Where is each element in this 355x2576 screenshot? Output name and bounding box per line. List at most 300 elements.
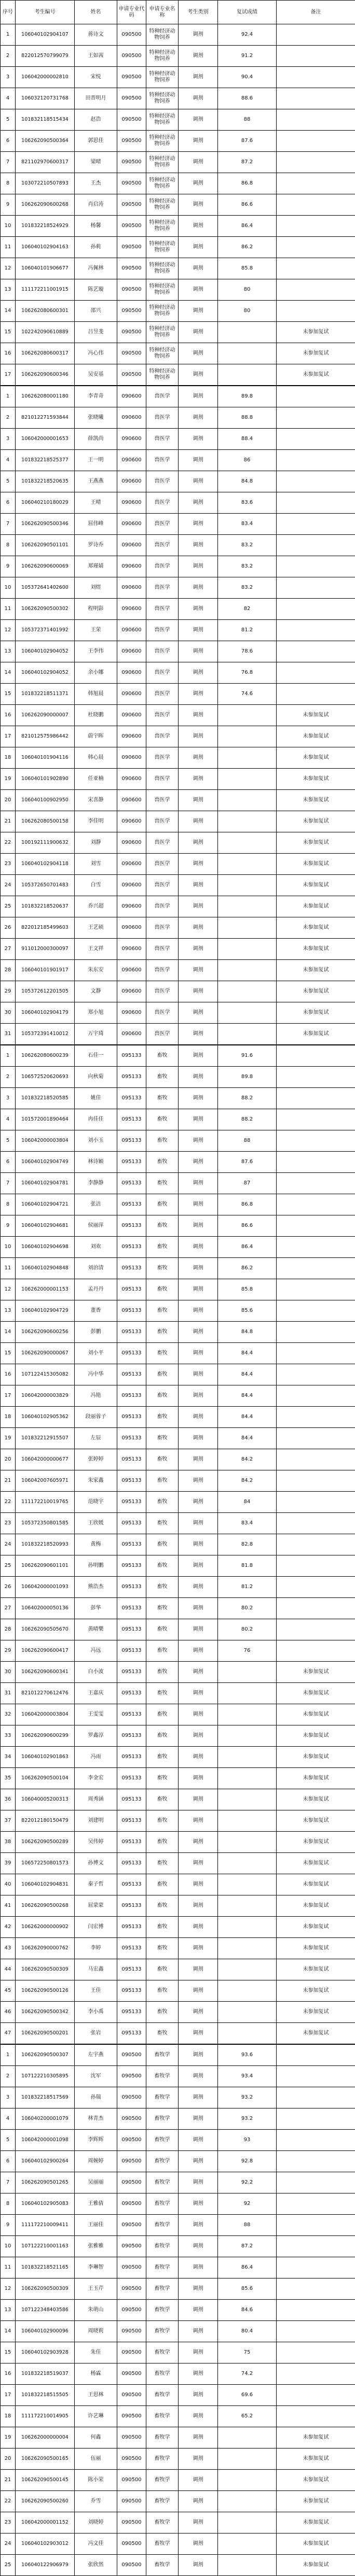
table-row — [1, 747, 355, 769]
index-cell: 26 — [1, 917, 16, 939]
remark-cell — [277, 216, 355, 237]
remark-cell — [277, 2130, 355, 2151]
category-cell: 调剂 — [179, 2342, 218, 2363]
exam-id-cell: 106262080001180 — [16, 386, 75, 407]
category-cell: 调剂 — [179, 2427, 218, 2448]
remark-cell — [277, 514, 355, 535]
name-cell: 刘建明 — [75, 1810, 117, 1832]
name-cell: 文静 — [75, 981, 117, 1002]
exam-id-cell: 821012270612476 — [16, 1683, 75, 1704]
major-code-cell: 095133 — [117, 1130, 146, 1152]
table-row — [1, 1173, 355, 1194]
score-cell: 88 — [218, 2215, 277, 2236]
major-name-cell: 畜牧学 — [146, 2300, 179, 2321]
name-cell: 伍丽 — [75, 2448, 117, 2470]
major-code-cell: 095133 — [117, 1385, 146, 1407]
score-cell: 85.8 — [218, 258, 277, 279]
exam-id-cell: 105372371401992 — [16, 620, 75, 641]
exam-id-cell: 106262000001153 — [16, 1279, 75, 1300]
index-cell: 21 — [1, 1470, 16, 1492]
major-name-cell: 畜牧 — [146, 1832, 179, 1853]
category-cell: 调剂 — [179, 1640, 218, 1662]
score-cell — [218, 854, 277, 875]
category-cell: 调剂 — [179, 1789, 218, 1810]
index-cell: 12 — [1, 620, 16, 641]
index-cell: 35 — [1, 1768, 16, 1789]
category-cell: 调剂 — [179, 960, 218, 981]
major-name-cell: 畜牧 — [146, 1598, 179, 1619]
score-cell: 92.2 — [218, 2172, 277, 2193]
major-code-cell: 090500 — [117, 2215, 146, 2236]
remark-cell — [277, 2044, 355, 2066]
index-cell: 20 — [1, 1449, 16, 1470]
name-cell: 王雅倩 — [75, 2193, 117, 2215]
score-cell: 81.2 — [218, 1577, 277, 1598]
name-cell: 董香 — [75, 1300, 117, 1322]
index-cell: 5 — [1, 471, 16, 492]
score-cell — [218, 1938, 277, 1959]
category-cell: 调剂 — [179, 662, 218, 684]
major-code-cell: 090500 — [117, 2533, 146, 2555]
category-cell: 调剂 — [179, 2215, 218, 2236]
score-cell — [218, 343, 277, 364]
score-cell: 83.6 — [218, 492, 277, 514]
index-cell: 12 — [1, 258, 16, 279]
index-cell: 13 — [1, 1300, 16, 1322]
name-cell: 宋悦 — [75, 67, 117, 88]
major-code-cell: 090500 — [117, 343, 146, 364]
major-code-cell: 095133 — [117, 1810, 146, 1832]
major-name-cell: 畜牧 — [146, 1980, 179, 2002]
major-code-cell: 090600 — [117, 832, 146, 854]
index-cell: 1 — [1, 1045, 16, 1067]
category-cell: 调剂 — [179, 2470, 218, 2491]
major-code-cell: 095133 — [117, 1704, 146, 1725]
index-cell: 21 — [1, 2470, 16, 2491]
score-cell: 81.8 — [218, 1555, 277, 1577]
table-row — [1, 1789, 355, 1810]
table-row — [1, 981, 355, 1002]
exam-id-cell: 106042000001093 — [16, 1577, 75, 1598]
major-code-cell: 090500 — [117, 2300, 146, 2321]
index-cell: 15 — [1, 2342, 16, 2363]
name-cell: 王艺硕 — [75, 917, 117, 939]
remark-cell: 未参加复试 — [277, 1959, 355, 1980]
exam-id-cell: 911012000300097 — [16, 939, 75, 960]
score-cell: 88 — [218, 109, 277, 131]
remark-cell: 未参加复试 — [277, 896, 355, 917]
category-cell: 调剂 — [179, 1449, 218, 1470]
table-row — [1, 1492, 355, 1513]
major-name-cell: 畜牧 — [146, 1449, 179, 1470]
table-row — [1, 1640, 355, 1662]
category-cell: 调剂 — [179, 1747, 218, 1768]
exam-id-cell: 106042000001098 — [16, 2130, 75, 2151]
exam-id-cell: 107122210001163 — [16, 2236, 75, 2257]
major-code-cell: 095133 — [117, 1555, 146, 1577]
name-cell: 冯文佳 — [75, 2533, 117, 2555]
name-cell: 王思林 — [75, 2385, 117, 2406]
category-cell: 调剂 — [179, 131, 218, 152]
major-name-cell: 兽医学 — [146, 492, 179, 514]
index-cell: 7 — [1, 2172, 16, 2193]
exam-id-cell: 106262090600268 — [16, 194, 75, 216]
score-cell: 87.2 — [218, 2236, 277, 2257]
index-cell: 23 — [1, 1513, 16, 1534]
score-cell — [218, 1917, 277, 1938]
exam-id-cell: 106262090505670 — [16, 1619, 75, 1640]
name-cell: 周秀涵 — [75, 1789, 117, 1810]
table-row — [1, 1152, 355, 1173]
major-name-cell: 畜牧学 — [146, 2151, 179, 2172]
category-cell: 调剂 — [179, 1895, 218, 1917]
score-cell: 90.4 — [218, 67, 277, 88]
major-name-cell: 畜牧 — [146, 1959, 179, 1980]
major-code-cell: 095133 — [117, 1747, 146, 1768]
category-cell: 调剂 — [179, 109, 218, 131]
exam-id-cell: 106042000001653 — [16, 429, 75, 450]
major-code-cell: 090500 — [117, 2193, 146, 2215]
exam-id-cell: 106040101902890 — [16, 769, 75, 790]
category-cell: 调剂 — [179, 1364, 218, 1385]
category-cell: 调剂 — [179, 1598, 218, 1619]
score-cell — [218, 2491, 277, 2512]
exam-id-cell: 106040102904749 — [16, 1152, 75, 1173]
name-cell: 田晋明月 — [75, 88, 117, 109]
remark-cell: 未参加复试 — [277, 1725, 355, 1747]
category-cell: 调剂 — [179, 1683, 218, 1704]
remark-cell — [277, 1492, 355, 1513]
remark-cell — [277, 1407, 355, 1428]
category-cell: 调剂 — [179, 46, 218, 67]
table-row — [1, 1088, 355, 1109]
category-cell: 调剂 — [179, 364, 218, 386]
remark-cell — [277, 24, 355, 46]
table-row — [1, 1917, 355, 1938]
remark-cell — [277, 620, 355, 641]
table-row — [1, 684, 355, 705]
major-name-cell: 畜牧学 — [146, 2491, 179, 2512]
score-cell: 87.2 — [218, 152, 277, 173]
remark-cell — [277, 535, 355, 556]
exam-id-cell: 106040100902950 — [16, 790, 75, 811]
major-code-cell: 095133 — [117, 1789, 146, 1810]
name-cell: 马宏鑫 — [75, 1959, 117, 1980]
major-name-cell: 畜牧 — [146, 1534, 179, 1555]
name-cell: 郑小旭 — [75, 1002, 117, 1024]
exam-id-cell: 106262090500104 — [16, 1768, 75, 1789]
score-cell — [218, 1024, 277, 1045]
index-cell: 18 — [1, 747, 16, 769]
exam-id-cell: 105372612201505 — [16, 981, 75, 1002]
index-cell: 36 — [1, 1789, 16, 1810]
category-cell: 调剂 — [179, 1917, 218, 1938]
name-cell: 孟丹丹 — [75, 1279, 117, 1300]
table-row — [1, 2427, 355, 2448]
major-code-cell: 095133 — [117, 1088, 146, 1109]
index-cell: 18 — [1, 1407, 16, 1428]
remark-cell — [277, 641, 355, 662]
index-cell: 43 — [1, 1938, 16, 1959]
score-cell: 80.2 — [218, 1619, 277, 1640]
remark-cell — [277, 67, 355, 88]
category-cell: 调剂 — [179, 2236, 218, 2257]
category-cell: 调剂 — [179, 2406, 218, 2427]
major-name-cell: 畜牧 — [146, 2023, 179, 2045]
table-row — [1, 1513, 355, 1534]
major-code-cell: 090500 — [117, 173, 146, 194]
index-cell: 6 — [1, 2151, 16, 2172]
remark-cell: 未参加复试 — [277, 981, 355, 1002]
name-cell: 李婷 — [75, 1938, 117, 1959]
index-cell: 14 — [1, 301, 16, 322]
score-cell: 89.8 — [218, 1067, 277, 1088]
remark-cell: 未参加复试 — [277, 2002, 355, 2023]
category-cell: 调剂 — [179, 832, 218, 854]
remark-cell — [277, 386, 355, 407]
major-code-cell: 095133 — [117, 1045, 146, 1067]
major-code-cell: 095133 — [117, 1492, 146, 1513]
index-cell: 28 — [1, 960, 16, 981]
score-cell — [218, 2427, 277, 2448]
score-cell: 84.8 — [218, 471, 277, 492]
major-name-cell: 特种经济动物饲养 — [146, 173, 179, 194]
major-name-cell: 畜牧学 — [146, 2385, 179, 2406]
major-code-cell: 095133 — [117, 1407, 146, 1428]
category-cell: 调剂 — [179, 2002, 218, 2023]
name-cell: 林诗颖 — [75, 1152, 117, 1173]
table-row — [1, 599, 355, 620]
table-row — [1, 1258, 355, 1279]
index-cell: 31 — [1, 1024, 16, 1045]
score-cell — [218, 1662, 277, 1683]
remark-cell: 未参加复试 — [277, 1662, 355, 1683]
score-cell: 80.4 — [218, 2321, 277, 2342]
major-code-cell: 090500 — [117, 152, 146, 173]
score-cell: 88.4 — [218, 429, 277, 450]
table-row — [1, 2215, 355, 2236]
score-cell: 87 — [218, 1173, 277, 1194]
major-name-cell: 特种经济动物饲养 — [146, 67, 179, 88]
category-cell: 调剂 — [179, 1470, 218, 1492]
remark-cell: 未参加复试 — [277, 1810, 355, 1832]
table-row — [1, 2342, 355, 2363]
category-cell: 调剂 — [179, 258, 218, 279]
major-name-cell: 兽医学 — [146, 641, 179, 662]
header-row — [1, 1, 355, 24]
table-row — [1, 1449, 355, 1470]
score-cell: 86.8 — [218, 1194, 277, 1215]
remark-cell — [277, 194, 355, 216]
remark-cell — [277, 1109, 355, 1130]
remark-cell — [277, 2406, 355, 2427]
major-code-cell: 090500 — [117, 2108, 146, 2130]
remark-cell — [277, 450, 355, 471]
category-cell: 调剂 — [179, 535, 218, 556]
index-cell: 9 — [1, 2215, 16, 2236]
major-name-cell: 畜牧学 — [146, 2363, 179, 2385]
major-name-cell: 畜牧 — [146, 1640, 179, 1662]
score-cell: 92.4 — [218, 24, 277, 46]
table-row — [1, 2406, 355, 2427]
name-cell: 郑瑾婧 — [75, 556, 117, 577]
score-cell: 86.4 — [218, 1237, 277, 1258]
exam-id-cell: 101572001890464 — [16, 1109, 75, 1130]
score-cell: 85.8 — [218, 1279, 277, 1300]
remark-cell — [277, 1343, 355, 1364]
major-name-cell: 兽医学 — [146, 875, 179, 896]
index-cell: 42 — [1, 1917, 16, 1938]
exam-id-cell: 106040101906677 — [16, 258, 75, 279]
remark-cell — [277, 2215, 355, 2236]
major-code-cell: 090500 — [117, 216, 146, 237]
table-row — [1, 1130, 355, 1152]
category-cell: 调剂 — [179, 1980, 218, 2002]
major-code-cell: 090600 — [117, 407, 146, 429]
score-cell: 83.2 — [218, 556, 277, 577]
score-cell — [218, 2555, 277, 2576]
major-name-cell: 兽医学 — [146, 854, 179, 875]
remark-cell: 未参加复试 — [277, 1917, 355, 1938]
major-code-cell: 090500 — [117, 2066, 146, 2087]
score-cell: 84.2 — [218, 1449, 277, 1470]
major-name-cell: 畜牧学 — [146, 2215, 179, 2236]
category-cell: 调剂 — [179, 2066, 218, 2087]
remark-cell — [277, 173, 355, 194]
index-cell: 7 — [1, 1173, 16, 1194]
table-row — [1, 917, 355, 939]
index-cell: 39 — [1, 1853, 16, 1874]
name-cell: 王雯雯 — [75, 1704, 117, 1725]
table-row — [1, 2172, 355, 2193]
exam-id-cell: 106040102904729 — [16, 1300, 75, 1322]
index-cell: 2 — [1, 2066, 16, 2087]
category-cell: 调剂 — [179, 896, 218, 917]
exam-id-cell: 101832218520993 — [16, 1534, 75, 1555]
remark-cell: 未参加复试 — [277, 1853, 355, 1874]
name-cell: 刘静 — [75, 832, 117, 854]
header-cell-exam-id: 考生编号 — [16, 1, 75, 24]
major-name-cell: 兽医学 — [146, 960, 179, 981]
major-name-cell: 畜牧 — [146, 1045, 179, 1067]
index-cell: 2 — [1, 1067, 16, 1088]
exam-id-cell: 106262090500364 — [16, 131, 75, 152]
score-cell: 91.2 — [218, 46, 277, 67]
table-row — [1, 1470, 355, 1492]
table-row — [1, 2044, 355, 2066]
index-cell: 37 — [1, 1810, 16, 1832]
category-cell: 调剂 — [179, 2257, 218, 2278]
remark-cell — [277, 2257, 355, 2278]
score-cell: 93.4 — [218, 2066, 277, 2087]
name-cell: 张欣然 — [75, 2555, 117, 2576]
index-cell: 3 — [1, 1088, 16, 1109]
category-cell: 调剂 — [179, 854, 218, 875]
exam-id-cell: 103072210507893 — [16, 173, 75, 194]
remark-cell: 未参加复试 — [277, 790, 355, 811]
category-cell: 调剂 — [179, 1067, 218, 1088]
remark-cell — [277, 1470, 355, 1492]
exam-id-cell: 822012570799079 — [16, 46, 75, 67]
table-row — [1, 67, 355, 88]
exam-id-cell: 106040102903012 — [16, 2533, 75, 2555]
major-code-cell: 090500 — [117, 24, 146, 46]
table-row — [1, 2108, 355, 2130]
major-code-cell: 095133 — [117, 2002, 146, 2023]
name-cell: 王文祥 — [75, 939, 117, 960]
name-cell: 冯艳 — [75, 1385, 117, 1407]
major-name-cell: 畜牧学 — [146, 2512, 179, 2533]
table-row — [1, 2023, 355, 2045]
exam-id-cell: 106040102904118 — [16, 854, 75, 875]
index-cell: 27 — [1, 939, 16, 960]
category-cell: 调剂 — [179, 641, 218, 662]
category-cell: 调剂 — [179, 1109, 218, 1130]
score-cell: 69.6 — [218, 2385, 277, 2406]
score-cell: 74.2 — [218, 2363, 277, 2385]
header-cell-index: 序号 — [1, 1, 16, 24]
exam-id-cell: 106042000002810 — [16, 67, 75, 88]
header-cell-score: 复试成绩 — [218, 1, 277, 24]
category-cell: 调剂 — [179, 1173, 218, 1194]
index-cell: 5 — [1, 2130, 16, 2151]
remark-cell — [277, 2385, 355, 2406]
major-code-cell: 090600 — [117, 896, 146, 917]
major-name-cell: 畜牧学 — [146, 2193, 179, 2215]
name-cell: 李辉辉 — [75, 2130, 117, 2151]
remark-cell — [277, 88, 355, 109]
major-code-cell: 090500 — [117, 2555, 146, 2576]
index-cell: 2 — [1, 407, 16, 429]
exam-id-cell: 106040210180029 — [16, 492, 75, 514]
remark-cell — [277, 2151, 355, 2172]
name-cell: 李青奇 — [75, 386, 117, 407]
remark-cell — [277, 237, 355, 258]
category-cell: 调剂 — [179, 67, 218, 88]
table-row — [1, 1853, 355, 1874]
table-row — [1, 811, 355, 832]
table-row — [1, 109, 355, 131]
index-cell: 40 — [1, 1874, 16, 1895]
exam-id-cell: 101832218519037 — [16, 2363, 75, 2385]
index-cell: 24 — [1, 2533, 16, 2555]
category-cell: 调剂 — [179, 747, 218, 769]
remark-cell — [277, 2278, 355, 2300]
category-cell: 调剂 — [179, 1215, 218, 1237]
index-cell: 3 — [1, 2087, 16, 2108]
major-code-cell: 095133 — [117, 1577, 146, 1598]
score-cell: 89.8 — [218, 386, 277, 407]
major-name-cell: 畜牧 — [146, 1109, 179, 1130]
index-cell: 11 — [1, 237, 16, 258]
table-row — [1, 2385, 355, 2406]
score-cell — [218, 811, 277, 832]
name-cell: 范晓宇 — [75, 1492, 117, 1513]
index-cell: 4 — [1, 88, 16, 109]
major-name-cell: 畜牧学 — [146, 2130, 179, 2151]
table-row — [1, 1045, 355, 1067]
category-cell: 调剂 — [179, 471, 218, 492]
major-code-cell: 090600 — [117, 960, 146, 981]
score-cell: 85.6 — [218, 2278, 277, 2300]
score-cell: 84.6 — [218, 2300, 277, 2321]
score-cell — [218, 1853, 277, 1874]
category-cell: 调剂 — [179, 2108, 218, 2130]
major-code-cell: 090600 — [117, 939, 146, 960]
index-cell: 32 — [1, 1704, 16, 1725]
remark-cell — [277, 46, 355, 67]
major-code-cell: 090500 — [117, 2512, 146, 2533]
